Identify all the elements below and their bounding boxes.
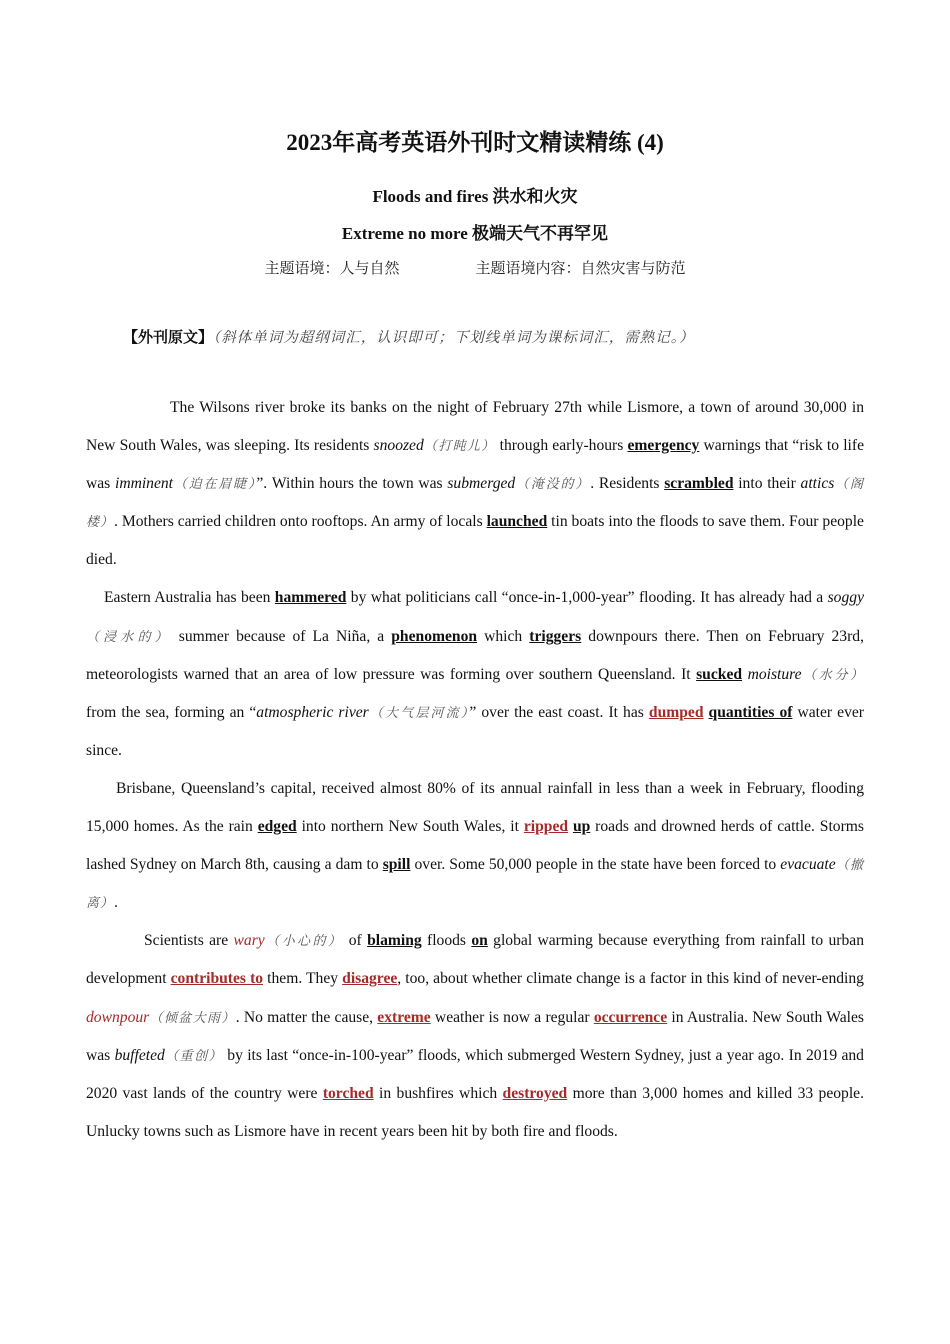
gloss: （水分） bbox=[801, 666, 864, 682]
key-word: hammered bbox=[274, 589, 347, 607]
text: by what politicians call “once-in-1,000-year” flooding. It has already had a bbox=[346, 589, 828, 607]
gloss: （打盹儿） bbox=[423, 438, 496, 454]
key-word: sucked bbox=[696, 665, 743, 683]
text: The Wilsons river broke its banks on the night of February 27th while Lismore, a town of around 30,000 in New South Wales, was sleeping. Its residents bbox=[86, 399, 864, 455]
text: by its last “once-in-100-year” floods, which submerged Western Sydney, just a year ago. In 2019 and 2020 vast lands of the country were bbox=[86, 1046, 864, 1102]
key-word: edged bbox=[257, 818, 297, 836]
key-word: phenomenon bbox=[391, 627, 478, 645]
theme-line bbox=[0, 257, 950, 278]
text: into northern New South Wales, it bbox=[296, 818, 524, 836]
key-word-red: contributes to bbox=[170, 970, 264, 988]
text: Scientists are bbox=[144, 932, 234, 950]
vocab-word: buffeted bbox=[114, 1046, 165, 1064]
text: ” over the east coast. It has bbox=[469, 703, 649, 721]
gloss: （倾盆大雨） bbox=[149, 1009, 236, 1025]
paragraph-2 bbox=[86, 579, 864, 769]
text: in Australia. New South Wales was bbox=[86, 1008, 864, 1064]
vocab-word: soggy bbox=[827, 589, 864, 607]
key-word-red: extreme bbox=[377, 1008, 431, 1026]
key-word: spill bbox=[382, 856, 411, 874]
key-word-red: destroyed bbox=[502, 1084, 568, 1102]
text: Eastern Australia has been bbox=[104, 589, 275, 607]
text: them. They bbox=[263, 970, 343, 988]
text: floods bbox=[421, 932, 472, 950]
text: in bushfires which bbox=[373, 1084, 503, 1102]
text: . Mothers carried children onto rooftops. An army of locals bbox=[114, 513, 487, 531]
text: warnings that “risk to life was bbox=[86, 437, 864, 493]
text: tin boats into the floods to save them. Four people died. bbox=[86, 513, 864, 569]
vocab-word: atmospheric river bbox=[256, 703, 369, 721]
gloss: （大气层河流） bbox=[368, 704, 470, 720]
text: roads and drowned herds of cattle. Storms lashed Sydney on March 8th, causing a dam to bbox=[86, 818, 864, 874]
theme-content: 主题语境内容：自然灾害与防范 bbox=[475, 259, 686, 277]
key-word-red: disagree bbox=[342, 970, 398, 988]
text: . No matter the cause, bbox=[235, 1008, 378, 1026]
gloss: （迫在眉睫） bbox=[173, 476, 257, 492]
text: Brisbane, Queensland’s capital, received almost 80% of its annual rainfall in less than a week in February, flooding 15,000 homes. As the rain bbox=[86, 779, 864, 836]
vocab-word: submerged bbox=[447, 475, 516, 493]
text: of bbox=[343, 932, 368, 950]
key-word: up bbox=[572, 818, 591, 836]
page-title: 2023年高考英语外刊时文精读精练 (4) bbox=[286, 130, 664, 155]
vocab-word-red: downpour bbox=[86, 1008, 150, 1026]
gloss: （阁楼） bbox=[86, 476, 864, 530]
key-word: scrambled bbox=[664, 475, 734, 493]
gloss: （淹没的） bbox=[515, 476, 591, 492]
key-word-red: dumped bbox=[648, 703, 704, 721]
vocab-word-red: wary bbox=[233, 932, 265, 950]
text: . bbox=[114, 894, 118, 912]
gloss: （浸水的） bbox=[86, 628, 172, 644]
vocab-word: imminent bbox=[114, 475, 174, 493]
key-word: emergency bbox=[627, 437, 700, 455]
paragraph-1 bbox=[86, 389, 864, 579]
key-word: quantities of bbox=[708, 703, 793, 721]
gloss: （撤离） bbox=[86, 857, 864, 911]
vocab-word: snoozed bbox=[373, 437, 424, 455]
section-label: 【外刊原文】 bbox=[123, 328, 214, 346]
article-body bbox=[86, 389, 864, 1151]
text: more than 3,000 homes and killed 33 people. Unlucky towns such as Lismore have in recent years been hit by both fire and floods. bbox=[86, 1084, 864, 1140]
vocab-word: attics bbox=[800, 475, 835, 493]
gloss: （小心的） bbox=[264, 933, 344, 949]
text: into their bbox=[733, 475, 801, 493]
key-word-red: ripped bbox=[523, 818, 569, 836]
text: weather is now a regular bbox=[430, 1008, 594, 1026]
text: from the sea, forming an “ bbox=[86, 703, 257, 721]
text: global warming because everything from rainfall to urban development bbox=[86, 932, 864, 988]
text: summer because of La Niña, a bbox=[171, 627, 392, 645]
article-title-2: Extreme no more 极端天气不再罕见 bbox=[341, 224, 609, 243]
paragraph-4 bbox=[86, 922, 864, 1151]
key-word-red: torched bbox=[322, 1084, 374, 1102]
text: which bbox=[477, 627, 530, 645]
key-word: blaming bbox=[367, 932, 422, 950]
article-title-1: Floods and fires 洪水和火灾 bbox=[372, 187, 578, 206]
theme-context: 主题语境：人与自然 bbox=[264, 259, 400, 277]
text: through early-hours bbox=[495, 437, 628, 455]
text: . Residents bbox=[590, 475, 665, 493]
paragraph-3 bbox=[86, 770, 864, 922]
key-word-red: occurrence bbox=[593, 1008, 668, 1026]
vocab-word: evacuate bbox=[780, 856, 836, 874]
text: , too, about whether climate change is a factor in this kind of never-ending bbox=[397, 970, 864, 988]
section-heading bbox=[123, 326, 843, 347]
key-word: triggers bbox=[529, 627, 582, 645]
text: ”. Within hours the town was bbox=[256, 475, 448, 493]
section-note: （斜体单词为超纲词汇，认识即可；下划线单词为课标词汇，需熟记。） bbox=[213, 330, 695, 346]
gloss: （重创） bbox=[164, 1047, 223, 1063]
text: downpours there. Then on February 23rd, meteorologists warned that an area of low pressure was forming over southern Queensland. It bbox=[86, 627, 864, 683]
key-word: on bbox=[471, 932, 488, 950]
text: over. Some 50,000 people in the state have been forced to bbox=[410, 856, 781, 874]
key-word: launched bbox=[486, 513, 548, 531]
text: water ever since. bbox=[86, 703, 864, 759]
vocab-word: moisture bbox=[747, 665, 802, 683]
